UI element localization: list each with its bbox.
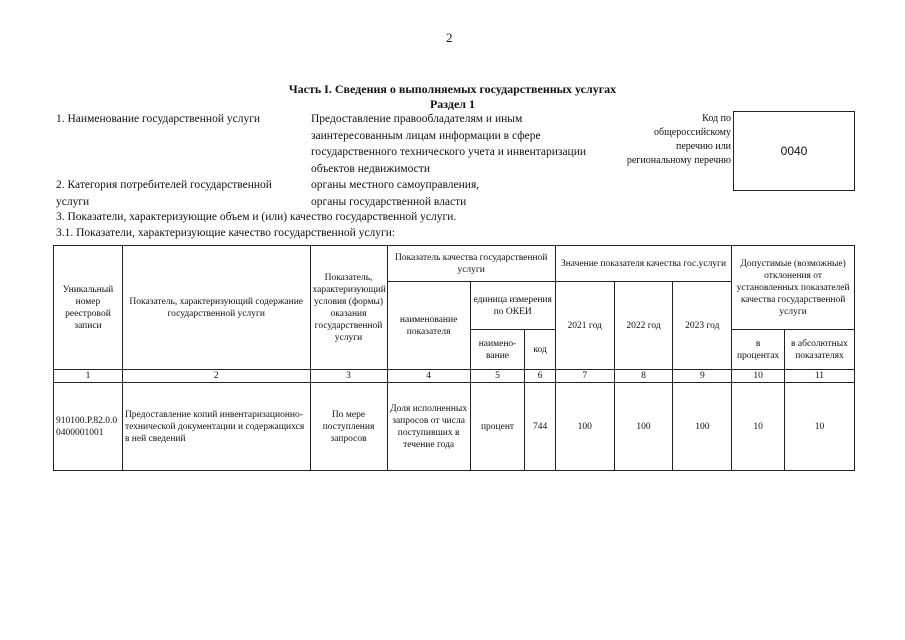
consumer-category-label-line: услуги	[56, 195, 90, 208]
service-name-value	[311, 111, 586, 177]
service-name-line: объектов недвижимости	[311, 162, 430, 175]
header-deviation-absolute: в абсолютных показателях	[784, 330, 854, 370]
column-number: 4	[387, 370, 470, 383]
quality-indicators-table	[53, 245, 855, 471]
column-number: 1	[54, 370, 123, 383]
cell-unit-code: 744	[525, 383, 555, 471]
header-deviation-percent: в процентах	[732, 330, 785, 370]
code-label	[600, 112, 731, 168]
service-name-line: Предоставление правообладателям и иным	[311, 113, 523, 125]
column-number: 3	[310, 370, 387, 383]
quality-title: 3.1. Показатели, характеризующие качество государственной услуги:	[56, 227, 396, 239]
part-title: Часть I. Сведения о выполняемых государственных услугах	[288, 82, 617, 96]
header-unit-group: единица измерения по ОКЕИ	[470, 282, 555, 330]
header-registry-number: Уникальный номер реестровой записи	[54, 246, 123, 370]
header-conditions: Показатель, характеризующий условия (формы) оказания государственной услуги	[310, 246, 387, 370]
cell-year-2022: 100	[614, 383, 673, 471]
consumer-category-label	[56, 177, 272, 210]
column-number: 8	[614, 370, 673, 383]
column-number: 11	[784, 370, 854, 383]
column-number: 9	[673, 370, 732, 383]
column-number: 10	[732, 370, 785, 383]
consumer-category-line: органы местного самоуправления,	[311, 179, 480, 191]
column-number: 5	[470, 370, 525, 383]
cell-deviation-percent: 10	[732, 383, 785, 471]
cell-registry-number: 910100.Р.82.0.00400001001	[54, 383, 123, 471]
header-value-group: Значение показателя качества гос.услуги	[555, 246, 731, 282]
header-quality-group: Показатель качества государственной услуги	[387, 246, 555, 282]
code-value: 0040	[733, 111, 855, 191]
cell-content: Предоставление копий инвентаризационно-технической документации и содержащихся в ней сведений	[122, 383, 310, 471]
consumer-category-line: органы государственной власти	[311, 195, 467, 208]
service-name-label: 1. Наименование государственной услуги	[56, 113, 261, 125]
cell-unit-name: процент	[470, 383, 525, 471]
service-name-line: заинтересованным лицам информации в сфере	[311, 129, 541, 142]
table-row	[54, 383, 855, 471]
cell-year-2023: 100	[673, 383, 732, 471]
header-content: Показатель, характеризующий содержание государственной услуги	[122, 246, 310, 370]
header-year-2023: 2023 год	[673, 282, 732, 370]
code-label-line: региональному перечню	[626, 155, 731, 166]
cell-deviation-absolute: 10	[784, 383, 854, 471]
column-number: 7	[555, 370, 614, 383]
section-title: Раздел 1	[429, 97, 476, 111]
code-label-line: общероссийскому	[654, 127, 731, 138]
column-number: 2	[122, 370, 310, 383]
header-year-2022: 2022 год	[614, 282, 673, 370]
page-number: 2	[446, 30, 453, 45]
code-label-line: Код по	[702, 113, 731, 124]
consumer-category-value	[311, 177, 479, 210]
header-indicator-name: наименование показателя	[387, 282, 470, 370]
header-year-2021: 2021 год	[555, 282, 614, 370]
cell-year-2021: 100	[555, 383, 614, 471]
header-deviation-group: Допустимые (возможные) отклонения от установленных показателей качества государственной услуги	[732, 246, 855, 330]
header-unit-code: код	[525, 330, 555, 370]
header-unit-name: наимено-вание	[470, 330, 525, 370]
cell-indicator-name: Доля исполненных запросов от числа поступивших в течение года	[387, 383, 470, 471]
indicators-title: 3. Показатели, характеризующие объем и (или) качество государственной услуги.	[56, 211, 457, 223]
consumer-category-label-line: 2. Категория потребителей государственной	[56, 179, 272, 191]
service-name-line: государственного технического учета и инвентаризации	[311, 146, 587, 158]
column-number: 6	[525, 370, 555, 383]
code-label-line: перечню или	[675, 141, 731, 152]
cell-conditions: По мере поступления запросов	[310, 383, 387, 471]
